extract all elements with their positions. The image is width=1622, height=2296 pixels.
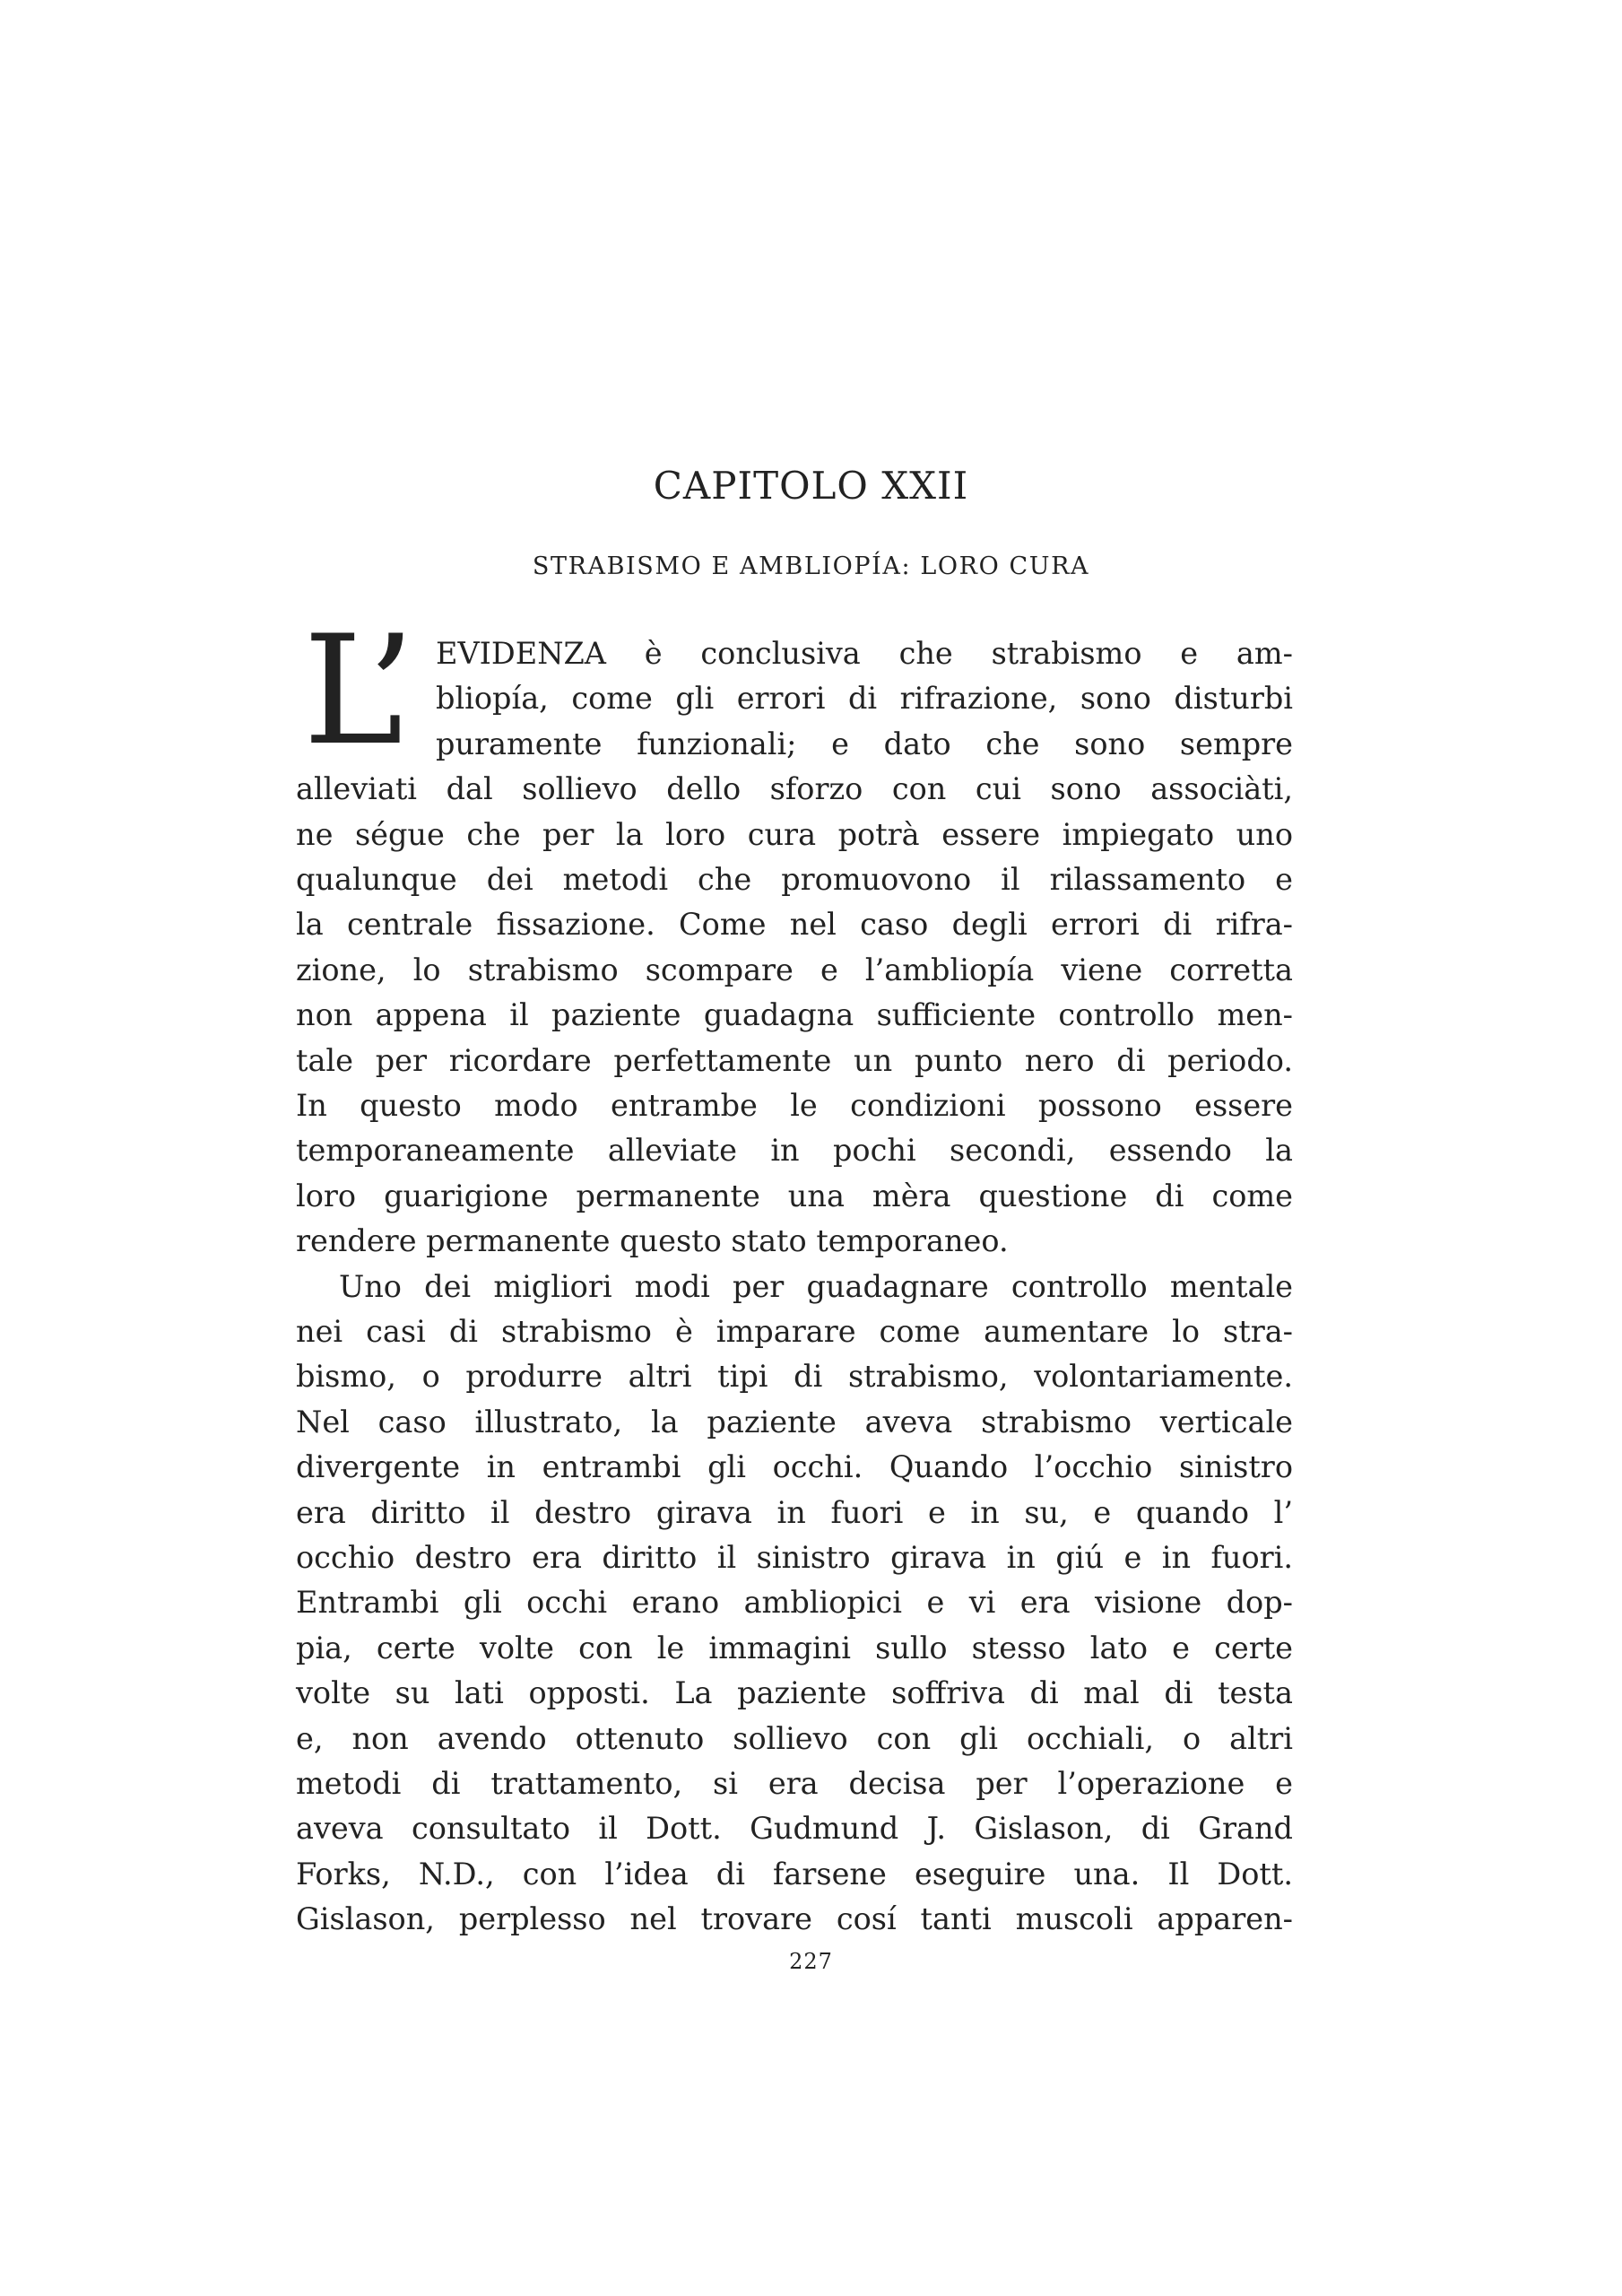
text-line: occhio destro era diritto il sinistro girava in giú e in fuori.: [296, 1540, 1293, 1575]
text-line: la centrale fissazione. Come nel caso degli errori di rifra-: [296, 907, 1293, 943]
text-line: In questo modo entrambe le condizioni possono essere: [296, 1088, 1293, 1123]
text-line: bliopía, come gli errori di rifrazione, sono disturbi: [436, 681, 1293, 717]
text-line: zione, lo strabismo scompare e l’ambliopía viene corretta: [296, 952, 1293, 987]
chapter-subtitle: STRABISMO E AMBLIOPÍA: LORO CURA: [532, 552, 1090, 580]
text-line: Forks, N.D., con l’idea di farsene eseguire una. Il Dott.: [296, 1856, 1293, 1892]
text-line: tale per ricordare perfettamente un punto nero di periodo.: [296, 1042, 1293, 1078]
text-line: nei casi di strabismo è imparare come aumentare lo stra-: [296, 1314, 1293, 1349]
text-line: ne ségue che per la loro cura potrà essere impiegato uno: [296, 816, 1293, 852]
text-line: aveva consultato il Dott. Gudmund J. Gislason, di Grand: [296, 1811, 1293, 1847]
text-line: metodi di trattamento, si era decisa per l’operazione e: [296, 1766, 1293, 1801]
text-line: volte su lati opposti. La paziente soffriva di mal di testa: [296, 1675, 1293, 1711]
text-line: divergente in entrambi gli occhi. Quando l’occhio sinistro: [296, 1449, 1293, 1485]
text-line: rendere permanente questo stato temporaneo.: [296, 1223, 1009, 1259]
text-line: Uno dei migliori modi per guadagnare controllo mentale: [339, 1268, 1293, 1304]
chapter-title: CAPITOLO XXII: [653, 464, 969, 508]
text-line: non appena il paziente guadagna sufficiente controllo men-: [296, 997, 1293, 1033]
text-line: pia, certe volte con le immagini sullo stesso lato e certe: [296, 1630, 1293, 1665]
text-line: EVIDENZA è conclusiva che strabismo e am-: [436, 636, 1293, 671]
text-line: loro guarigione permanente una mèra questione di come: [296, 1178, 1293, 1213]
text-line: e, non avendo ottenuto sollievo con gli occhiali, o altri: [296, 1720, 1293, 1756]
text-line: era diritto il destro girava in fuori e in su, e quando l’: [296, 1494, 1293, 1530]
page-number: 227: [789, 1949, 833, 1974]
text-line: Gislason, perplesso nel trovare cosí tanti muscoli apparen-: [296, 1901, 1293, 1937]
text-line: Nel caso illustrato, la paziente aveva strabismo verticale: [296, 1404, 1293, 1439]
drop-cap: L’: [303, 603, 415, 778]
text-line: qualunque dei metodi che promuovono il rilassamento e: [296, 862, 1293, 897]
text-line: temporaneamente alleviate in pochi secondi, essendo la: [296, 1133, 1293, 1169]
text-line: puramente funzionali; e dato che sono sempre: [436, 726, 1293, 761]
text-line: Entrambi gli occhi erano ambliopici e vi era visione dop-: [296, 1585, 1293, 1621]
text-line: bismo, o produrre altri tipi di strabismo, volontariamente.: [296, 1359, 1293, 1395]
text-line: alleviati dal sollievo dello sforzo con cui sono associàti,: [296, 771, 1293, 807]
